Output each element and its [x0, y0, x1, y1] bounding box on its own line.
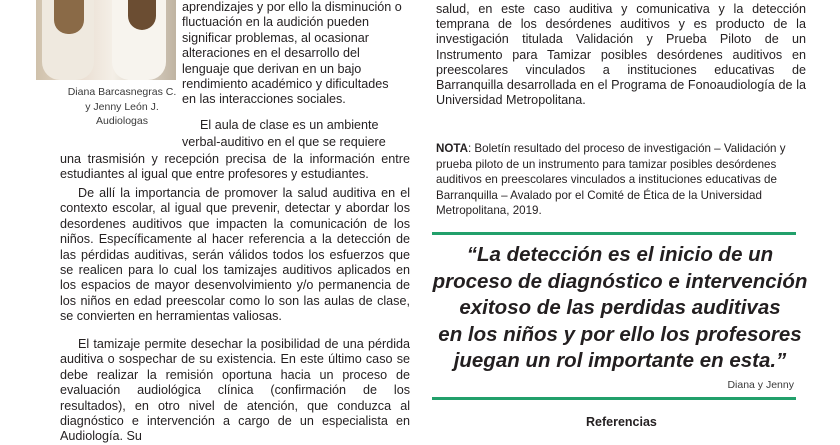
body-line: fluctuación en la audición pueden: [182, 15, 369, 30]
body-line: alteraciones en el desarrollo del: [182, 46, 360, 61]
left-column-top: [182, 0, 410, 108]
caption-line: y Jenny León J.: [85, 100, 159, 113]
photo-caption: [60, 85, 184, 129]
quote-line: exitoso de las perdidas auditivas: [459, 296, 781, 319]
quote-line: en los niños y por ello los profesores: [438, 322, 802, 346]
caption-line: Audiologas: [96, 115, 148, 127]
paragraph-tamizaje: El tamizaje permite desechar la posibilidad de una pérdida auditiva o sospechar de su existencia. En este último caso se debe realizar la remisión oportuna hacia un proceso de evaluación audiológica clínica (confirmación de los resultados), en otro nivel de atención, que conduzca al diagnóstico e intervención a cargo de un especialista en Audiología. Su: [60, 337, 410, 444]
body-line: aprendizajes y por ello la disminución o: [182, 0, 402, 14]
pull-quote: [420, 242, 820, 375]
caption-line: Diana Barcasnegras C.: [67, 86, 177, 98]
paragraph-aula-rest: una trasmisión y recepción precisa de la información entre estudiantes al igual que entre profesores y estudiantes.: [60, 152, 410, 182]
quote-line: juegan un rol importante en esta.”: [453, 349, 787, 372]
quote-author: Diana y Jenny: [727, 379, 794, 391]
paragraph-importancia: De allí la importancia de promover la salud auditiva en el contexto escolar, al igual que prevenir, detectar y abordar los desordenes auditivos que impacten la comunicación de los niños. Específicamente al hacer referencia a la detección de las pérdidas auditivas, serán válidos todos los esfuerzos que se realicen para lo cual los tamizajes auditivos aplicados en los espacios de mayor desenvolvimiento y/o permanencia de los niños en edad preescolar como lo son las aulas de clase, se convierten en herramientas valiosas.: [60, 186, 410, 324]
paragraph-aula-line2: verbal-auditivo en el que se requiere: [182, 135, 386, 149]
nota-label: NOTA: [436, 142, 468, 155]
paragraph-aula-start: El aula de clase es un ambiente: [200, 118, 379, 132]
body-line: rendimiento académico y dificultades: [182, 77, 389, 92]
nota-text: : Boletín resultado del proceso de investigación – Validación y prueba piloto de un instrumento para tamizar posibles desórdenes auditivos en preescolares vinculados a instituciones educativas de Barranquilla – Avalado por el Comité de Ética de la Universidad Metropolitana, 2019.: [436, 142, 786, 218]
right-column-paragraph: salud, en este caso auditiva y comunicativa y la detección temprana de los desórdenes auditivos y es producto de la investigación titulada Validación y Prueba Piloto de un Instrumento para Tamizar posibles desórdenes auditivos en preescolares vinculados a instituciones educativas de Barranquilla desarrollada en el Programa de Fonoaudiología de la Universidad Metropolitana.: [436, 2, 806, 108]
quote-line: proceso de diagnóstico e intervención: [432, 269, 808, 293]
body-line: lenguaje que derivan en un bajo: [182, 61, 362, 76]
quote-line: “La detección es el inicio de un: [466, 243, 774, 266]
nota-block: [436, 141, 806, 219]
body-line: significar problemas, al ocasionar: [182, 30, 369, 45]
quote-bottom-rule: [432, 397, 796, 400]
body-line: en las interacciones sociales.: [182, 92, 346, 107]
authors-photo: [36, 0, 176, 80]
references-heading: Referencias: [586, 415, 657, 429]
quote-top-rule: [432, 232, 796, 235]
